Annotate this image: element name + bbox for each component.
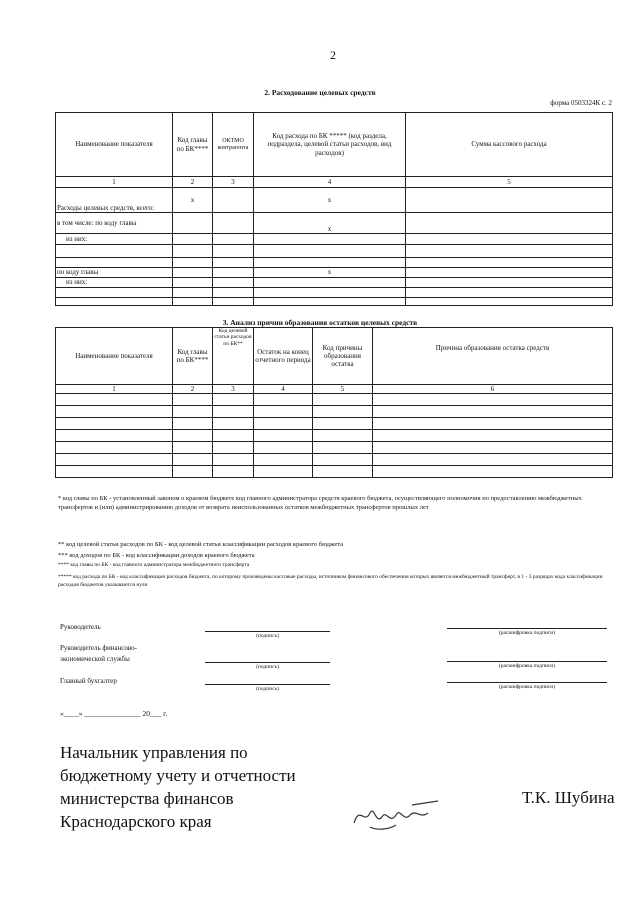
table-row — [56, 406, 613, 418]
header-cell: Причина образования остатка средств — [373, 328, 613, 385]
table-row — [56, 442, 613, 454]
header-cell: Код главы по БК**** — [173, 113, 213, 177]
cell — [173, 288, 213, 298]
cell — [173, 213, 213, 234]
decode-caption: (расшифровка подписи) — [498, 663, 556, 669]
footnote-5: ***** код расхода по БК - код классификации расходов бюджета, по которому произведены кассовые расходы, источником финансового обеспечения которых является межбюджетный трансферт, в 1 - 3 разрядах кода классификации расходов бюджетов указываются нули — [58, 574, 603, 588]
signature-caption: (подпись) — [256, 686, 279, 692]
cell — [406, 258, 613, 268]
header-cell: Код причины образования остатка — [313, 328, 373, 385]
column-number-row — [56, 177, 613, 188]
label-chief-accountant: Главный бухгалтер — [60, 677, 117, 685]
table-row — [56, 213, 613, 234]
cell — [406, 298, 613, 306]
signature-line[interactable] — [205, 631, 330, 632]
cell: из них: — [56, 278, 173, 288]
column-number: 3 — [213, 385, 254, 394]
cell — [254, 278, 406, 288]
handwritten-signature — [350, 795, 445, 835]
cell — [254, 298, 406, 306]
section3-title: 3. Анализ причин образования остатков целевых средств — [222, 318, 418, 327]
page-number: 2 — [330, 48, 336, 62]
approver-name: Т.К. Шубина — [522, 788, 615, 807]
column-number: 2 — [173, 177, 213, 188]
decode-line[interactable] — [447, 682, 607, 683]
cell — [173, 234, 213, 245]
column-number: 1 — [56, 177, 173, 188]
cell — [213, 258, 254, 268]
balance-analysis-table — [55, 327, 613, 478]
table-row — [56, 234, 613, 245]
cell — [56, 258, 173, 268]
cell — [213, 188, 254, 213]
header-cell: Остаток на конец отчетного периода — [254, 328, 313, 385]
form-code: форма 0503324К с. 2 — [550, 99, 612, 107]
cell — [406, 245, 613, 258]
cell: по коду главы — [56, 268, 173, 278]
cell — [254, 245, 406, 258]
decode-caption: (расшифровка подписи) — [498, 630, 556, 636]
column-number: 4 — [254, 385, 313, 394]
table-row — [56, 268, 613, 278]
cell — [213, 268, 254, 278]
table-row — [56, 454, 613, 466]
cell — [406, 213, 613, 234]
signature-caption: (подпись) — [256, 664, 279, 670]
header-cell: Наименование показателя — [56, 113, 173, 177]
cell — [406, 268, 613, 278]
cell — [56, 298, 173, 306]
cell — [173, 298, 213, 306]
decode-line[interactable] — [447, 661, 607, 662]
cell: х — [173, 188, 213, 213]
table-row — [56, 245, 613, 258]
header-cell: Сумма кассового расхода — [406, 113, 613, 177]
cell: х — [254, 268, 406, 278]
cell — [56, 288, 173, 298]
signature-caption: (подпись) — [256, 633, 279, 639]
cell — [213, 245, 254, 258]
column-number: 1 — [56, 385, 173, 394]
cell — [213, 288, 254, 298]
signature-line[interactable] — [205, 662, 330, 663]
header-cell: Код расхода по БК ***** (код раздела, подраздела, целевой статьи расходов, вид расходов) — [254, 113, 406, 177]
cell: х — [254, 188, 406, 213]
column-number: 5 — [406, 177, 613, 188]
cell — [213, 278, 254, 288]
cell: в том числе: по коду главы — [56, 213, 173, 234]
cell — [406, 188, 613, 213]
footnote-3: *** код доходов по БК - код классификации доходов краевого бюджета — [58, 552, 255, 559]
footnote-2: ** код целевой статьи расходов по БК - код целевой статьи классификации расходов краевого бюджета — [58, 541, 344, 548]
header-cell: ОКТМО контрагента — [213, 113, 254, 177]
table-row — [56, 298, 613, 306]
footnote-1: * код главы по БК - установленный законом о краевом бюджете код главного администратора средств краевого бюджета, осуществляющего полномочия по предоставлению межбюджетных трансфертов и (или) администрированию доходов от возврата неиспользованных остатков межбюджетных трансфертов прошлых лет — [58, 495, 582, 512]
label-head: Руководитель — [60, 623, 101, 631]
table-header-row — [56, 328, 613, 385]
header-cell: Код целевой статьи расходов по БК** — [213, 328, 254, 385]
cell — [173, 278, 213, 288]
table-row — [56, 394, 613, 406]
table-row — [56, 418, 613, 430]
cell: х — [254, 213, 406, 234]
expenditure-table — [55, 112, 613, 306]
cell — [213, 213, 254, 234]
table-row — [56, 188, 613, 213]
signature-line[interactable] — [205, 684, 330, 685]
table-row — [56, 288, 613, 298]
cell — [406, 278, 613, 288]
table-header-row — [56, 113, 613, 177]
cell — [173, 268, 213, 278]
header-cell: Код главы по БК**** — [173, 328, 213, 385]
cell — [173, 245, 213, 258]
cell — [56, 245, 173, 258]
cell — [213, 298, 254, 306]
footnote-4: **** код главы по БК - код главного администратора межбюджетного трансферта — [58, 562, 250, 568]
table-row — [56, 258, 613, 268]
cell — [173, 258, 213, 268]
table-row — [56, 466, 613, 478]
header-cell: Наименование показателя — [56, 328, 173, 385]
cell: Расходы целевых средств, всего: — [56, 188, 173, 213]
label-finance-head: Руководитель финансово-экономической службы — [60, 644, 137, 663]
column-number: 4 — [254, 177, 406, 188]
column-number-row — [56, 385, 613, 394]
column-number: 3 — [213, 177, 254, 188]
section2-title: 2. Расходование целевых средств — [264, 88, 376, 97]
decode-caption: (расшифровка подписи) — [498, 684, 556, 690]
table-row — [56, 278, 613, 288]
cell — [254, 288, 406, 298]
approver-position: Начальник управления по бюджетному учету и отчетности министерства финансов Краснодарского края — [60, 743, 296, 831]
date-field[interactable]: «____» _______________ 20___ г. — [60, 709, 168, 718]
column-number: 5 — [313, 385, 373, 394]
cell — [406, 234, 613, 245]
column-number: 2 — [173, 385, 213, 394]
cell: из них: — [56, 234, 173, 245]
cell — [406, 288, 613, 298]
cell — [213, 234, 254, 245]
table-row — [56, 430, 613, 442]
decode-line[interactable] — [447, 628, 607, 629]
cell — [254, 234, 406, 245]
cell — [254, 258, 406, 268]
column-number: 6 — [373, 385, 613, 394]
